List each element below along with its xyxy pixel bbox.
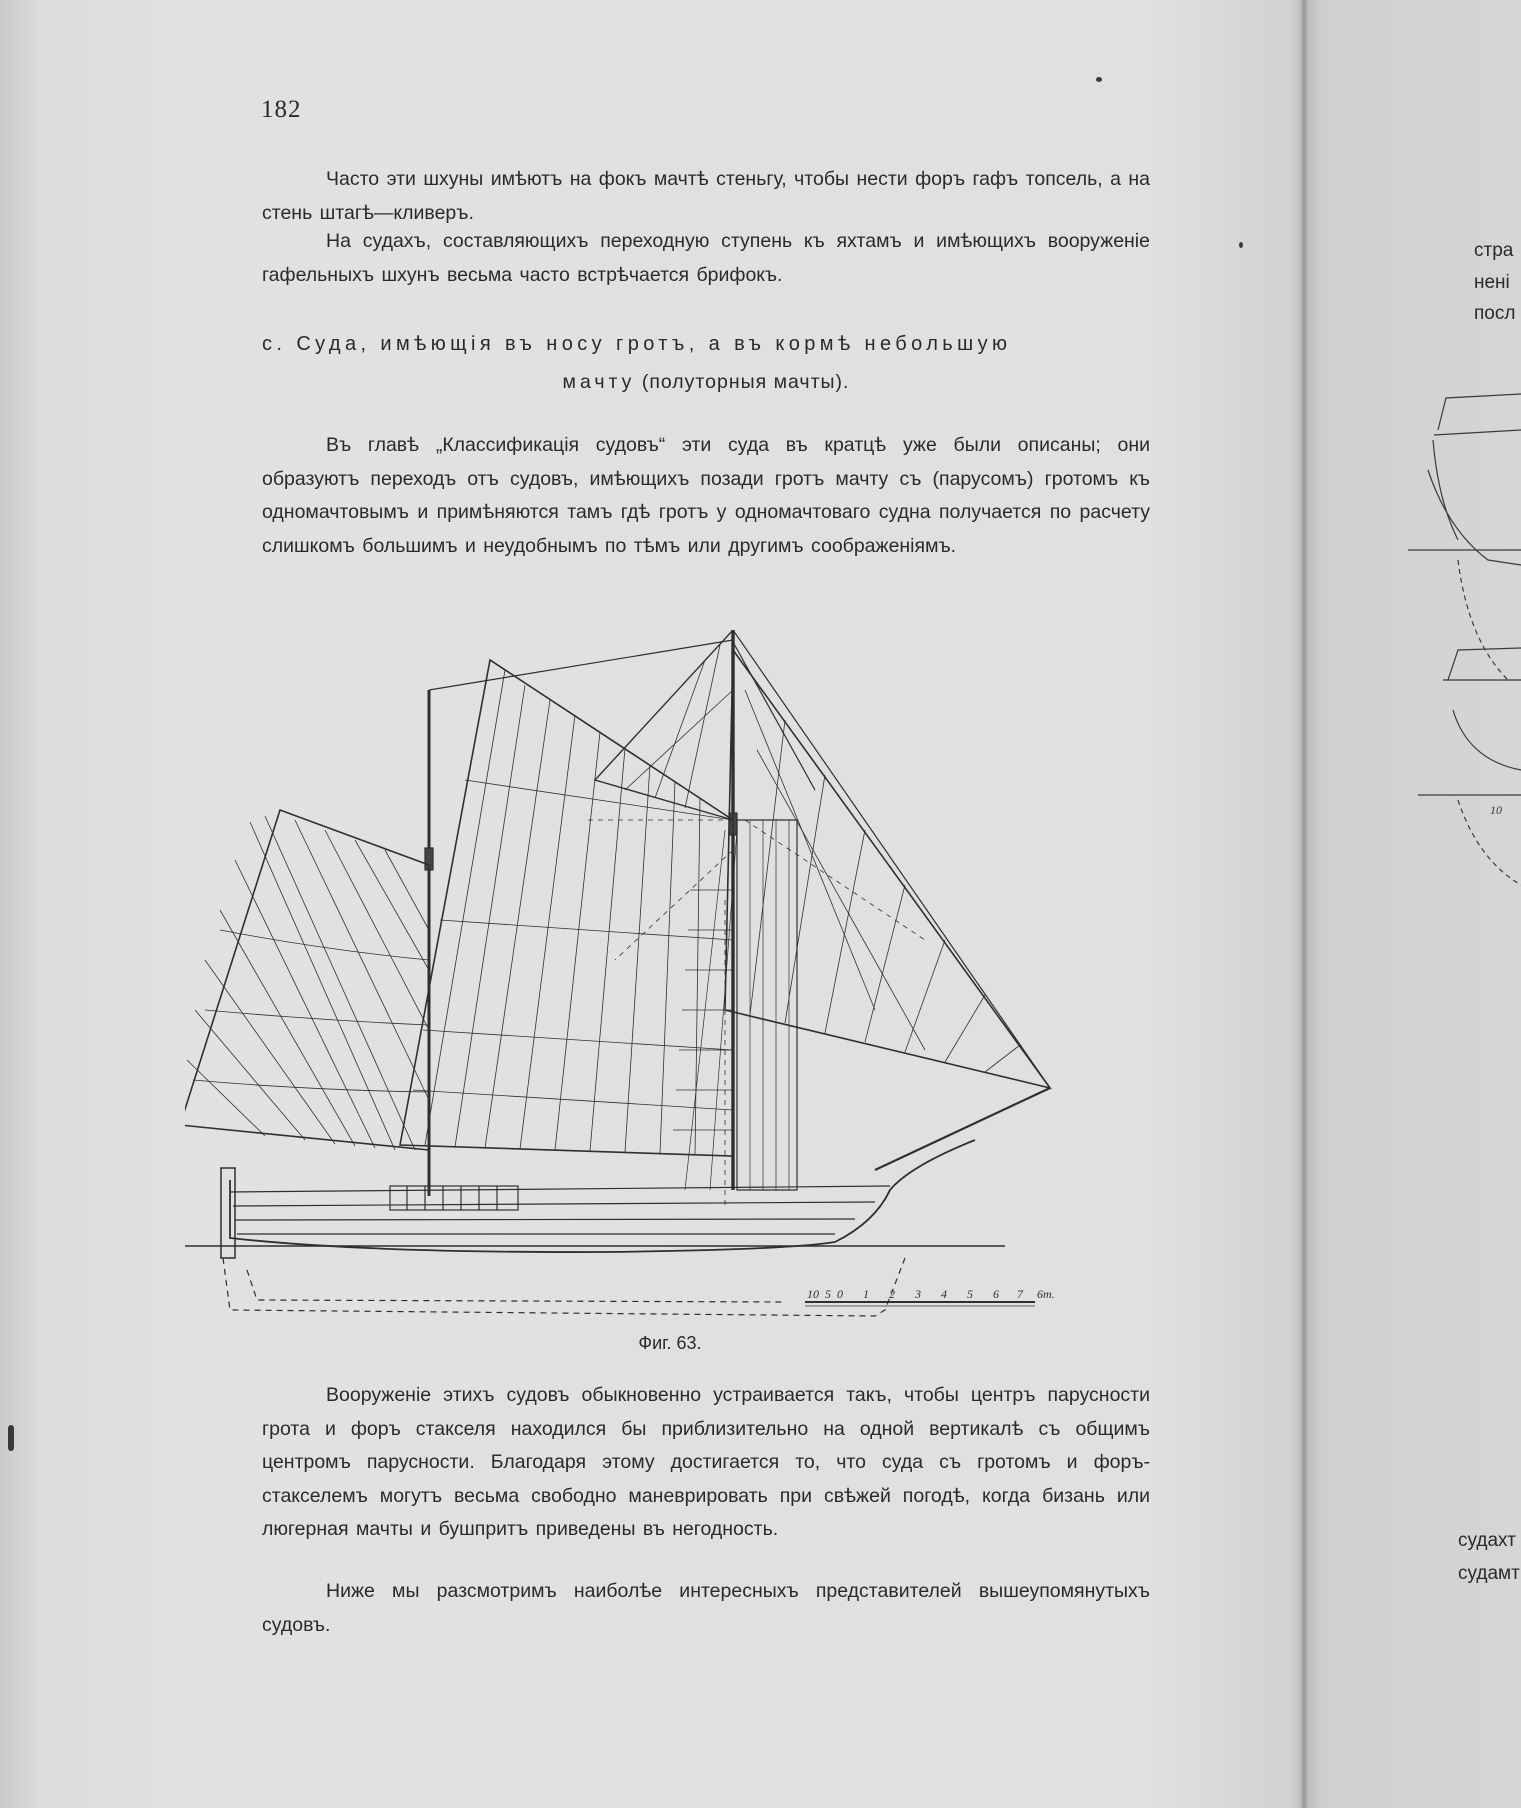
scale-label: 7 [1017, 1287, 1023, 1301]
right-page-text: посл [1474, 303, 1516, 324]
right-page-text: судахт [1458, 1530, 1517, 1551]
right-page-fragment [1308, 0, 1521, 1808]
ink-speck [1096, 77, 1102, 82]
figure-caption: Фиг. 63. [638, 1333, 702, 1353]
section-heading-spaced-word: мачту [562, 371, 636, 393]
page-number: 182 [261, 96, 302, 123]
ink-speck [1239, 242, 1243, 248]
right-page-text: нені [1474, 272, 1510, 293]
right-page-drawing [1308, 380, 1521, 900]
scale-label: 1 [863, 1287, 869, 1301]
section-heading-rest: (полуторныя мачты). [635, 371, 850, 393]
scale-label: 4 [941, 1287, 947, 1301]
scale-label: 5 [825, 1287, 831, 1301]
right-page-text: судамт [1458, 1563, 1520, 1584]
scale-label: 10 [807, 1287, 819, 1301]
paragraph-3: Въ главѣ „Классификація судовъ“ эти суда въ кратцѣ уже были описаны; они образуютъ переходъ отъ судовъ, имѣющихъ позади гротъ мачту съ (парусомъ) гротомъ къ одномачтовымъ и примѣняются тамъ гдѣ гротъ у одномачтоваго судна получается по расчету слишкомъ большимъ и неудобнымъ по тѣмъ или другимъ соображеніямъ. [262, 434, 1150, 557]
paragraph-4: Вооруженіе этихъ судовъ обыкновенно устраивается такъ, чтобы центръ парусности грота и форъ стакселя находился бы приблизительно на одной вертикалѣ съ общимъ центромъ парусности. Благодаря этому достигается то, что суда съ гротомъ и форъ-стакселемъ могутъ весьма свободно маневрировать при свѣжей погодѣ, когда бизань или люгерная мачты и бушпритъ приведены въ негодность. [262, 1384, 1150, 1540]
scale-label: 3 [915, 1287, 921, 1301]
scale-label: 0 [837, 1287, 843, 1301]
paragraph-2: На судахъ, составляющихъ переходную ступень къ яхтамъ и имѣющихъ вооруженіе гафельныхъ шхунъ весьма часто встрѣчается брифокъ. [262, 230, 1150, 286]
ink-speck [8, 1425, 14, 1451]
paragraph-1: Часто эти шхуны имѣютъ на фокъ мачтѣ стеньгу, чтобы нести форъ гафъ топсель, а на стень штагѣ—кливеръ. [262, 168, 1150, 224]
section-heading: с. Суда, имѣющія въ носу гротъ, а въ кормѣ небольшую [262, 333, 1012, 355]
scale-label: 5 [967, 1287, 973, 1301]
paragraph-5: Ниже мы разсмотримъ наиболѣе интересныхъ представителей вышеупомянутыхъ судовъ. [262, 1580, 1150, 1636]
book-gutter [1300, 0, 1308, 1808]
scale-label: 6m. [1037, 1287, 1055, 1301]
section-heading-line-2 [262, 371, 1150, 394]
right-page-text: стра [1474, 240, 1514, 261]
right-page-drawing-label: 10 [1490, 803, 1502, 817]
scale-label: 6 [993, 1287, 999, 1301]
scale-label: 2 [889, 1287, 895, 1301]
sailing-vessel-drawing [185, 630, 1225, 1320]
